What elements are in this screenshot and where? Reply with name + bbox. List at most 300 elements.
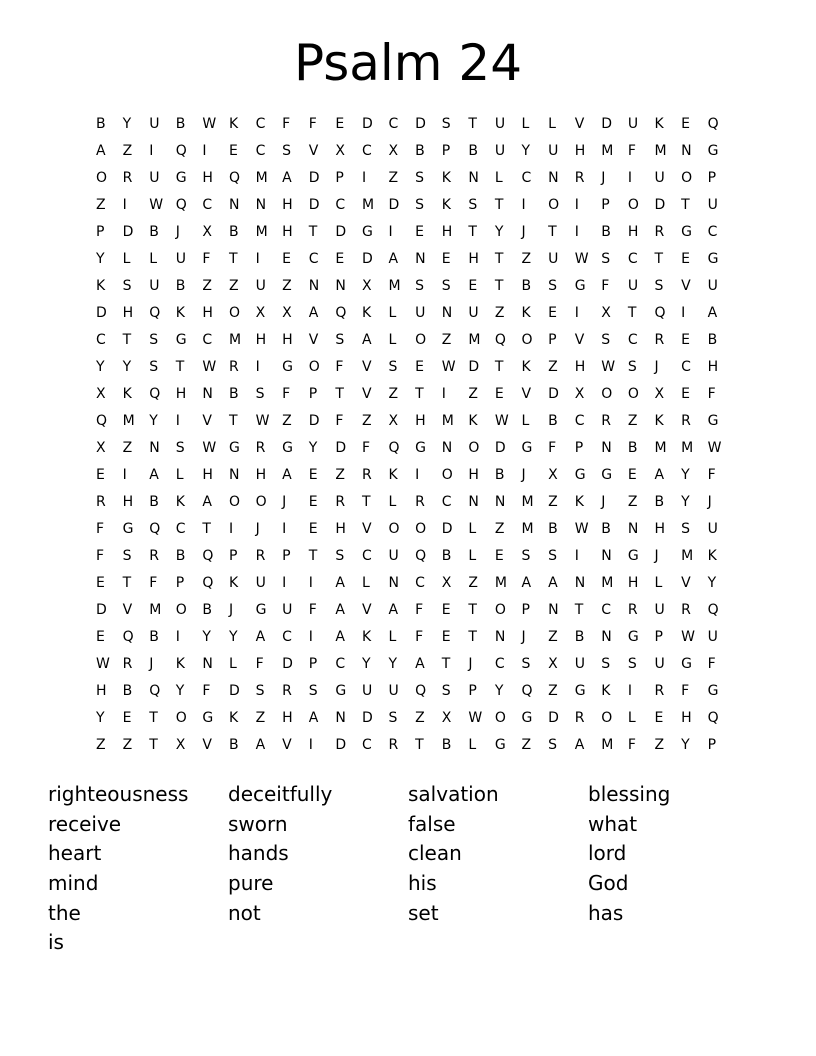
grid-letter: S [441,278,451,294]
grid-letter: T [308,548,318,564]
grid-letter: W [601,359,616,375]
grid-letter: C [361,548,372,564]
grid-letter: C [627,332,638,348]
grid-letter: D [282,656,293,672]
grid-letter: R [654,224,665,240]
grid-letter: J [521,467,526,483]
grid-letter: L [388,332,397,348]
grid-letter: D [361,710,373,726]
grid-letter: C [627,251,638,267]
grid-letter: U [415,305,426,321]
grid-letter: C [175,521,186,537]
grid-letter: J [521,629,526,645]
grid-letter: Q [96,413,108,429]
grid-letter: R [255,440,266,456]
grid-letter: Q [202,548,214,564]
grid-letter: J [601,170,606,186]
grid-letter: W [202,116,217,132]
grid-letter: V [574,116,585,132]
grid-letter: P [96,224,105,240]
grid-letter: V [202,413,212,429]
grid-letter: H [441,224,453,240]
grid-letter: U [175,251,187,267]
grid-letter: S [388,359,398,375]
grid-letter: G [335,683,347,699]
grid-letter: M [255,224,268,240]
grid-letter: P [654,629,663,645]
grid-letter: B [521,278,532,294]
grid-letter: Q [707,710,719,726]
grid-letter: E [654,710,664,726]
grid-letter: Q [707,116,719,132]
grid-letter: M [494,575,507,591]
grid-letter: C [361,143,372,159]
word-list-item: deceitfully [228,782,333,806]
grid-letter: M [388,278,401,294]
grid-letter: N [441,440,453,456]
grid-letter: G [707,143,719,159]
grid-letter: V [202,737,212,753]
grid-letter: Y [681,467,690,483]
grid-letter: S [441,116,451,132]
grid-letter: K [228,710,239,726]
grid-letter: M [601,143,614,159]
grid-letter: B [601,224,611,240]
grid-letter: B [202,602,212,618]
grid-letter: F [415,629,424,645]
grid-letter: O [255,494,267,510]
grid-letter: R [654,683,665,699]
grid-row [96,627,736,654]
grid-letter: U [707,629,718,645]
grid-letter: C [441,494,452,510]
grid-letter: Z [388,170,399,186]
grid-letter: A [521,575,532,591]
grid-letter: S [122,548,132,564]
grid-letter: T [494,197,504,213]
grid-letter: K [175,656,185,672]
grid-letter: Y [96,359,105,375]
grid-letter: J [707,494,712,510]
grid-letter: Z [548,629,558,645]
grid-letter: G [627,629,639,645]
grid-letter: N [548,602,559,618]
grid-letter: I [255,359,260,375]
grid-letter: F [282,386,291,402]
grid-letter: D [308,197,320,213]
grid-letter: Y [494,683,504,699]
grid-letter: Z [228,278,239,294]
grid-letter: Q [202,575,214,591]
grid-letter: X [335,143,345,159]
grid-letter: R [361,467,372,483]
grid-row [96,276,736,303]
grid-letter: F [627,737,636,753]
grid-letter: C [415,575,425,591]
grid-letter: S [149,332,159,348]
word-list-item: his [408,871,437,896]
grid-letter: N [255,197,267,213]
grid-letter: I [574,224,579,240]
grid-letter: E [627,467,637,483]
grid-letter: C [308,251,319,267]
word-list-item: salvation [408,782,499,806]
grid-letter: Z [468,575,478,591]
grid-letter: P [441,143,451,159]
grid-letter: H [468,467,479,483]
grid-letter: M [681,440,694,456]
grid-letter: Z [96,737,106,753]
grid-letter: O [175,710,187,726]
grid-letter: G [707,413,719,429]
grid-letter: M [361,197,375,213]
grid-letter: N [228,197,240,213]
grid-letter: V [361,386,372,402]
grid-letter: T [202,521,211,537]
grid-letter: Q [654,305,666,321]
grid-letter: G [707,683,719,699]
grid-letter: L [388,629,397,645]
grid-letter: K [228,116,239,132]
grid-letter: C [681,359,691,375]
grid-letter: E [494,386,504,402]
grid-row [96,330,736,357]
grid-letter: T [494,359,504,375]
grid-letter: T [654,251,664,267]
grid-letter: R [388,737,399,753]
word-list-item: blessing [588,782,671,806]
grid-letter: E [441,629,451,645]
grid-letter: R [681,602,691,618]
grid-letter: P [574,440,584,456]
grid-letter: L [468,737,477,753]
grid-letter: Z [494,305,505,321]
grid-letter: X [574,386,585,402]
grid-letter: N [308,278,320,294]
grid-letter: K [468,413,478,429]
grid-letter: S [388,710,398,726]
grid-letter: Z [548,494,558,510]
grid-letter: G [494,737,506,753]
grid-letter: G [255,602,267,618]
grid-letter: P [707,737,717,753]
grid-letter: Q [415,683,427,699]
grid-letter: A [335,575,345,591]
grid-letter: N [388,575,400,591]
grid-letter: O [601,710,613,726]
grid-letter: F [308,602,317,618]
grid-letter: X [548,656,558,672]
grid-letter: E [308,467,318,483]
grid-letter: C [494,656,505,672]
grid-letter: H [627,224,639,240]
grid-letter: P [468,683,477,699]
grid-letter: W [149,197,164,213]
grid-letter: Q [149,683,161,699]
grid-letter: X [441,710,452,726]
grid-letter: K [441,170,451,186]
grid-letter: E [681,251,690,267]
grid-letter: F [96,548,105,564]
grid-letter: X [654,386,665,402]
grid-letter: V [574,332,585,348]
grid-letter: U [468,305,479,321]
grid-letter: R [654,332,665,348]
grid-letter: Q [707,602,719,618]
grid-letter: Y [175,683,185,699]
grid-letter: A [335,602,345,618]
grid-letter: U [388,683,399,699]
grid-letter: M [228,332,242,348]
grid-letter: Y [96,251,105,267]
grid-letter: V [308,143,319,159]
grid-letter: B [627,440,638,456]
grid-letter: F [707,386,716,402]
grid-letter: S [335,548,345,564]
grid-letter: X [388,143,399,159]
grid-row [96,411,736,438]
grid-letter: I [681,305,686,321]
grid-letter: R [122,656,133,672]
grid-letter: X [175,737,186,753]
grid-letter: K [574,494,584,510]
grid-letter: E [494,548,504,564]
grid-letter: G [521,440,533,456]
grid-letter: W [441,359,456,375]
grid-letter: K [654,116,664,132]
grid-letter: Z [361,413,372,429]
word-list-item: hands [228,841,289,866]
grid-letter: A [335,629,345,645]
grid-letter: U [627,278,639,294]
grid-letter: A [149,467,159,483]
grid-letter: T [574,602,584,618]
grid-row [96,708,736,735]
grid-letter: C [361,737,372,753]
grid-letter: W [574,251,589,267]
grid-letter: I [441,386,446,402]
grid-letter: C [255,116,266,132]
grid-letter: O [175,602,187,618]
grid-letter: P [308,386,318,402]
grid-letter: G [415,440,426,456]
grid-letter: W [255,413,270,429]
grid-row [96,168,736,195]
grid-letter: E [96,467,105,483]
grid-letter: U [361,683,373,699]
grid-letter: D [441,521,453,537]
grid-letter: H [255,467,267,483]
grid-letter: N [228,467,240,483]
grid-letter: B [654,494,665,510]
grid-letter: E [441,251,451,267]
grid-letter: U [255,278,266,294]
grid-letter: L [388,305,397,321]
grid-letter: T [228,251,238,267]
grid-letter: H [202,170,213,186]
grid-letter: Y [308,440,318,456]
grid-letter: X [255,305,266,321]
grid-letter: Z [335,467,345,483]
grid-letter: T [468,224,477,240]
grid-letter: S [122,278,132,294]
grid-letter: S [548,737,557,753]
grid-letter: Z [388,386,399,402]
grid-letter: O [494,710,506,726]
word-list-item: mind [48,871,99,896]
grid-letter: A [202,494,212,510]
grid-letter: O [521,332,533,348]
grid-letter: I [175,629,180,645]
grid-letter: B [441,548,452,564]
grid-letter: K [707,548,717,564]
grid-letter: C [388,116,399,132]
grid-letter: I [308,575,313,591]
grid-letter: S [521,548,531,564]
word-list-item: is [48,930,64,955]
grid-letter: M [681,548,694,564]
grid-letter: F [707,467,716,483]
grid-letter: T [468,116,477,132]
grid-letter: L [468,521,477,537]
grid-letter: M [654,143,667,159]
grid-letter: G [361,224,373,240]
grid-letter: G [521,710,533,726]
grid-letter: C [601,602,612,618]
grid-letter: K [654,413,664,429]
grid-letter: D [415,116,426,132]
grid-letter: I [122,467,127,483]
grid-letter: H [707,359,719,375]
grid-letter: B [468,143,478,159]
grid-letter: A [574,737,585,753]
grid-letter: D [122,224,134,240]
grid-letter: Z [548,683,558,699]
grid-letter: L [388,494,397,510]
grid-letter: F [202,683,211,699]
grid-row [96,654,736,681]
grid-letter: R [681,413,691,429]
grid-letter: U [654,602,665,618]
grid-letter: V [122,602,133,618]
grid-letter: Z [282,413,292,429]
grid-letter: B [707,332,718,348]
grid-letter: S [335,332,345,348]
grid-letter: S [627,359,637,375]
grid-letter: A [361,332,372,348]
grid-letter: O [468,440,480,456]
grid-letter: T [175,359,185,375]
grid-letter: E [308,494,318,510]
grid-letter: C [707,224,718,240]
grid-row [96,384,736,411]
grid-letter: C [255,143,266,159]
grid-letter: K [441,197,451,213]
grid-letter: S [681,521,690,537]
grid-letter: T [548,224,557,240]
grid-letter: D [548,386,559,402]
grid-letter: Q [415,548,427,564]
grid-row [96,222,736,249]
grid-letter: W [202,440,217,456]
grid-letter: E [335,251,345,267]
grid-letter: G [574,278,586,294]
grid-letter: B [494,467,505,483]
grid-letter: V [361,359,372,375]
grid-letter: Q [175,197,187,213]
grid-letter: Q [175,143,187,159]
grid-letter: R [96,494,106,510]
grid-letter: S [255,386,265,402]
grid-letter: B [415,143,425,159]
grid-letter: R [282,683,292,699]
grid-letter: L [521,116,530,132]
grid-letter: B [574,629,585,645]
grid-letter: F [415,602,424,618]
grid-letter: C [521,170,532,186]
grid-letter: T [415,386,424,402]
grid-letter: J [282,494,287,510]
grid-letter: K [361,305,372,321]
grid-letter: G [681,224,692,240]
grid-letter: M [149,602,162,618]
grid-letter: S [308,683,318,699]
grid-letter: T [122,575,132,591]
word-list-item: clean [408,841,462,866]
grid-letter: O [548,197,560,213]
grid-letter: H [122,305,134,321]
grid-letter: I [149,143,154,159]
grid-letter: O [681,170,693,186]
grid-letter: I [574,548,579,564]
grid-letter: B [228,737,239,753]
grid-letter: X [96,440,106,456]
grid-letter: E [96,575,105,591]
grid-letter: B [601,521,611,537]
grid-letter: W [707,440,722,456]
grid-letter: T [494,278,504,294]
grid-letter: M [521,494,534,510]
grid-letter: E [441,602,451,618]
grid-letter: E [415,224,424,240]
grid-letter: H [282,197,293,213]
grid-letter: B [441,737,452,753]
grid-letter: Y [96,710,105,726]
word-list-item: sworn [228,811,288,836]
grid-letter: I [574,197,579,213]
grid-letter: R [335,494,346,510]
grid-row [96,249,736,276]
grid-letter: U [388,548,399,564]
grid-letter: S [282,143,292,159]
grid-letter: L [494,170,503,186]
grid-letter: C [574,413,585,429]
grid-letter: G [228,440,240,456]
grid-letter: K [601,683,611,699]
grid-letter: T [468,602,477,618]
grid-letter: D [96,305,107,321]
grid-letter: A [654,467,665,483]
grid-letter: X [601,305,611,321]
grid-letter: I [415,467,420,483]
grid-letter: U [255,575,266,591]
grid-letter: H [282,710,293,726]
grid-letter: N [601,629,612,645]
grid-letter: T [335,386,344,402]
grid-letter: M [601,575,614,591]
grid-letter: I [282,575,287,591]
grid-letter: G [282,359,294,375]
